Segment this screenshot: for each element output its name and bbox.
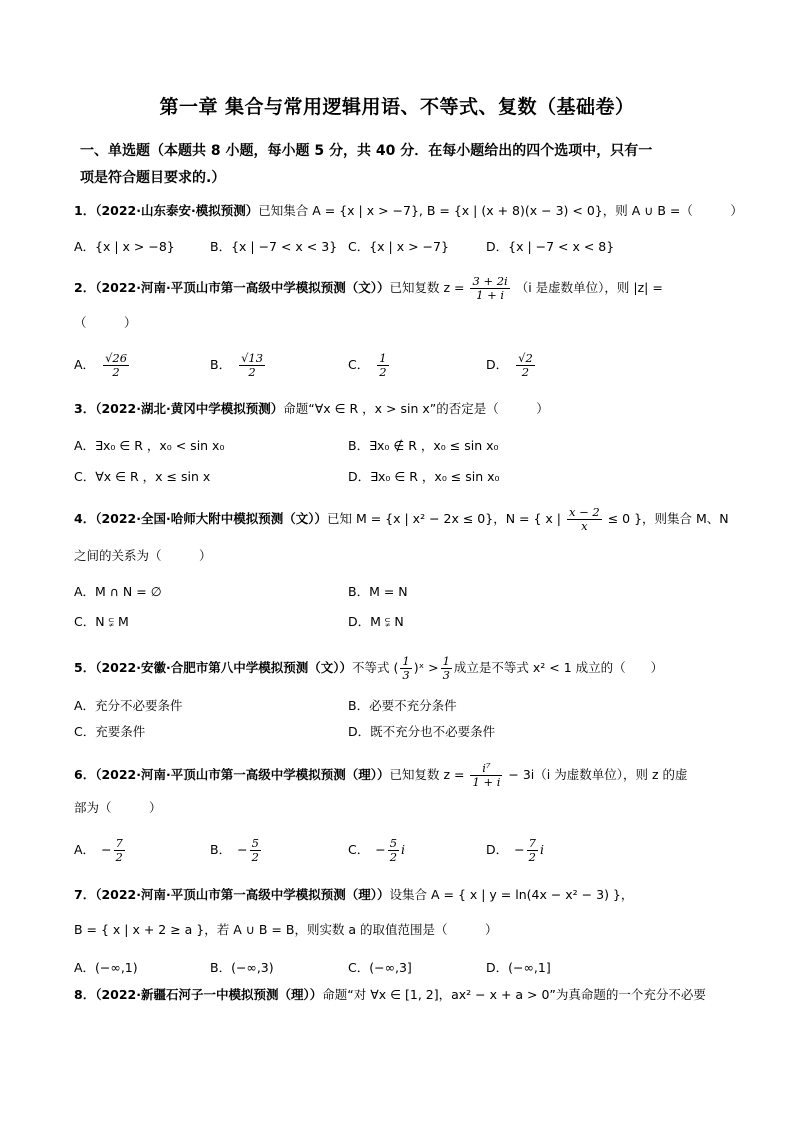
fraction: $\frac{1}{3}$ (442, 654, 450, 682)
option-a: A．(−∞,1) (74, 960, 138, 975)
question-number: 7． (74, 887, 96, 902)
question-text-tail: （i 是虚数单位），则 |z| = (515, 280, 663, 295)
question-7 (74, 887, 724, 903)
question-number: 5． (74, 660, 96, 675)
question-3 (74, 401, 724, 417)
question-source: （2022·河南·平顶山市第一高级中学模拟预测（文）） (95, 280, 390, 295)
option-c: C．充要条件 (74, 724, 146, 739)
fraction: $\frac{x - 2}{x}$ (568, 505, 600, 533)
option-d: D．∃x₀ ∈ R ，x₀ ≤ sin x₀ (348, 469, 500, 484)
question-6-line2: 部为（ ） (74, 800, 162, 815)
question-text: 命题“对 ∀x ∈ [1, 2]，ax² − x + a > 0”为真命题的一个充分不必要 (322, 987, 706, 1002)
option-b: B． − $\frac{5}{2}$ (210, 836, 259, 864)
question-source: （2022·全国·哈师大附中模拟预测（文）） (95, 511, 327, 526)
option-b: B． $\frac{√13}{2}$ (210, 351, 264, 379)
question-source: （2022·河南·平顶山市第一高级中学模拟预测（理）） (95, 767, 390, 782)
option-b: B．∃x₀ ∉ R ，x₀ ≤ sin x₀ (348, 438, 499, 453)
question-7-line2: B = { x | x + 2 ≥ a }，若 A ∪ B = B，则实数 a 的取值范围是（ ） (74, 922, 498, 937)
option-c: C． $\frac{1}{2}$ (348, 351, 387, 379)
section-heading-line1: 一、单选题（本题共 8 小题，每小题 5 分，共 40 分．在每小题给出的四个选项中，只有一 (80, 143, 653, 159)
option-d: D． $\frac{√2}{2}$ (486, 351, 533, 379)
option-c: C．N ⫋ M (74, 614, 129, 629)
option-b: B．(−∞,3) (210, 960, 274, 975)
question-text: 已知复数 z = (389, 280, 465, 295)
question-4-line2: 之间的关系为（ ） (74, 548, 212, 563)
question-text: 设集合 A = { x | y = ln(4x − x² − 3) }， (389, 887, 634, 902)
option-c: C．∀x ∈ R ，x ≤ sin x (74, 469, 211, 484)
option-b: B．必要不充分条件 (348, 698, 457, 713)
question-number: 6． (74, 767, 96, 782)
option-c: C．(−∞,3] (348, 960, 412, 975)
option-b: B．M = N (348, 584, 408, 599)
question-text: 已知 M = {x | x² − 2x ≤ 0}，N = { x | (327, 511, 561, 526)
question-number: 8． (74, 987, 96, 1002)
option-d: D．M ⫋ N (348, 614, 404, 629)
option-a: A．∃x₀ ∈ R ，x₀ < sin x₀ (74, 438, 225, 453)
question-text-mid: )ˣ > (413, 660, 439, 675)
section-heading-line2: 项是符合题目要求的.） (80, 170, 226, 186)
question-text: 命题“∀x ∈ R ，x > sin x”的否定是（ ） (283, 401, 549, 416)
question-text-tail: ≤ 0 }，则集合 M、N (607, 511, 729, 526)
option-d: D．{x | −7 < x < 8} (486, 239, 615, 254)
question-text: 不等式 ( (352, 660, 399, 675)
question-text: 已知集合 A = {x | x > −7}, B = {x | (x + 8)(x − 3) < 0}，则 A ∪ B =（ ） (258, 203, 743, 218)
question-text: 已知复数 z = (389, 767, 465, 782)
option-a: A．充分不必要条件 (74, 698, 183, 713)
section-heading (80, 138, 720, 192)
question-number: 1． (74, 203, 96, 218)
question-6 (74, 762, 724, 789)
question-5 (74, 655, 724, 682)
question-number: 3． (74, 401, 96, 416)
option-c: C． − $\frac{5}{2}$ i (348, 836, 406, 864)
question-2 (74, 275, 724, 302)
question-1 (74, 203, 743, 219)
question-number: 4． (74, 511, 96, 526)
question-source: （2022·湖北·黄冈中学模拟预测） (95, 401, 284, 416)
option-d: D．(−∞,1] (486, 960, 551, 975)
option-d: D．既不充分也不必要条件 (348, 724, 496, 739)
option-a: A． $\frac{√26}{2}$ (74, 351, 128, 379)
option-a: A．{x | x > −8} (74, 239, 175, 254)
page-title: 第一章 集合与常用逻辑用语、不等式、复数（基础卷） (159, 96, 635, 118)
option-b: B．{x | −7 < x < 3} (210, 239, 338, 254)
question-4 (74, 505, 729, 533)
option-a: A．M ∩ N = ∅ (74, 584, 162, 599)
question-text-tail: 成立是不等式 x² < 1 成立的（ ） (453, 660, 664, 675)
question-source: （2022·安徽·合肥市第八中学模拟预测（文）） (95, 660, 352, 675)
question-number: 2． (74, 280, 96, 295)
fraction: $\frac{3 + 2i}{1 + i}$ (472, 274, 508, 302)
option-c: C．{x | x > −7} (348, 239, 449, 254)
question-8 (74, 987, 724, 1003)
question-source: （2022·河南·平顶山市第一高级中学模拟预测（理）） (95, 887, 390, 902)
question-text-tail: − 3i（i 为虚数单位），则 z 的虚 (508, 767, 688, 782)
option-d: D． − $\frac{7}{2}$ i (486, 836, 544, 864)
question-2-line2: （ ） (74, 315, 137, 330)
question-source: （2022·新疆石河子一中模拟预测（理）） (95, 987, 323, 1002)
fraction: $\frac{1}{3}$ (402, 654, 410, 682)
option-a: A． − $\frac{7}{2}$ (74, 836, 123, 864)
question-source: （2022·山东泰安·模拟预测） (95, 203, 259, 218)
fraction: $\frac{\text{i⁷}}{1 + i}$ (472, 761, 501, 789)
